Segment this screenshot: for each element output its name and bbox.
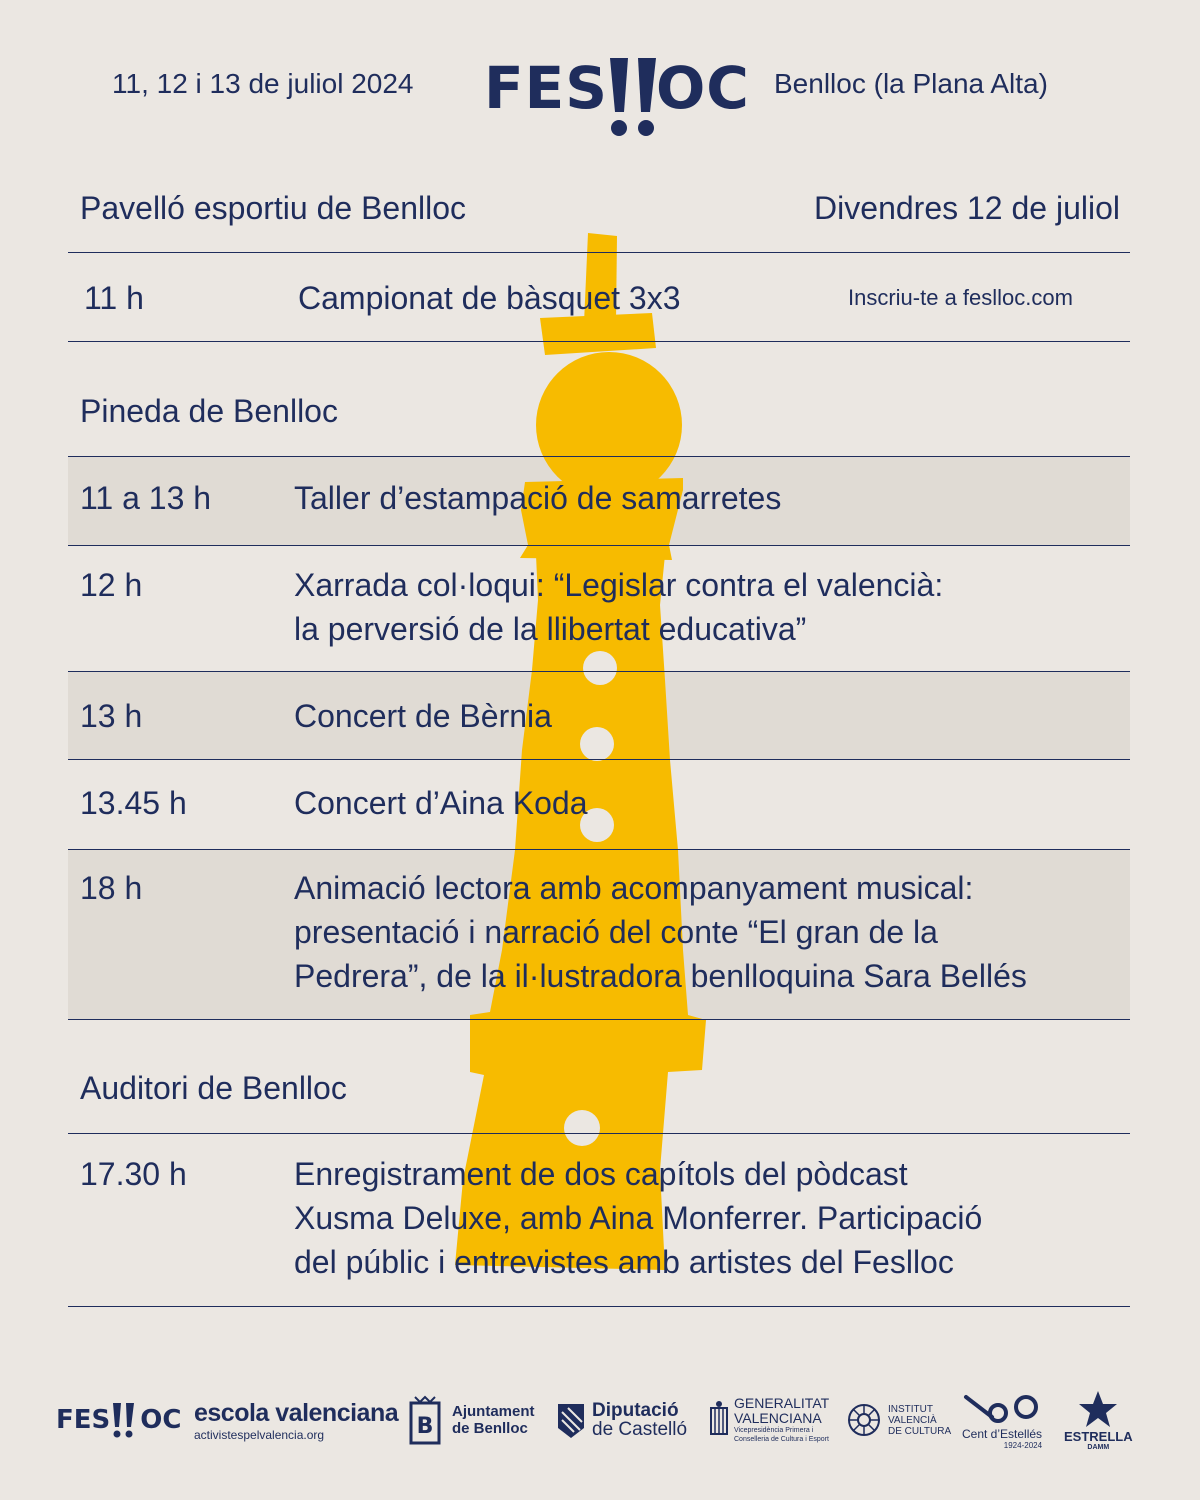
event-title: Concert de Bèrnia: [294, 698, 552, 734]
escola-url: activistespelvalencia.org: [194, 1427, 325, 1442]
estelles-years: 1924-2024: [1003, 1440, 1043, 1450]
festival-location: Benlloc (la Plana Alta): [774, 68, 1048, 99]
venue-pavello: Pavelló esportiu de Benlloc: [80, 190, 467, 226]
event-title-line: Animació lectora amb acompanyament musical:: [294, 870, 974, 906]
divider: [68, 545, 1130, 546]
divider: [68, 1019, 1130, 1020]
footer-logo-ivc: [846, 1385, 951, 1455]
footer-logo-diputacio: [556, 1385, 687, 1455]
estrella-sub: DAMM: [1087, 1444, 1110, 1451]
event-title-line: del públic i entrevistes amb artistes del Feslloc: [294, 1244, 954, 1280]
estelles-name: Cent d’Estellés: [962, 1426, 1043, 1441]
event-title: Concert d’Aina Koda: [294, 785, 588, 821]
event-time: 18 h: [80, 870, 143, 906]
ajuntament-mark: B: [416, 1414, 434, 1439]
generalitat-line2: VALENCIANA: [734, 1410, 822, 1426]
ajuntament-line1: Ajuntament: [452, 1403, 535, 1420]
generalitat-sub2: Conselleria de Cultura i Esport: [734, 1436, 829, 1443]
footer-logo-escola: [194, 1385, 398, 1455]
generalitat-crest-icon: [708, 1400, 730, 1440]
event-time: 17.30 h: [80, 1156, 187, 1192]
event-title-line: Pedrera”, de la il·lustradora benlloquina Sara Bellés: [294, 958, 1027, 994]
footer-logo-estelles: [962, 1385, 1042, 1455]
venue-pineda: Pineda de Benlloc: [80, 393, 338, 429]
day-heading: Divendres 12 de juliol: [814, 190, 1120, 226]
footer-logo-estrella: [1064, 1385, 1133, 1455]
event-time: 11 a 13 h: [80, 480, 212, 516]
event-time: 12 h: [80, 567, 143, 603]
tower-hole: [564, 1110, 600, 1146]
estelles-mark-icon: [962, 1391, 1042, 1427]
tower-hole: [580, 727, 614, 761]
footer-logo-ajuntament: [408, 1385, 535, 1455]
event-title-line: Xusma Deluxe, amb Aina Monferrer. Participació: [294, 1200, 983, 1236]
footer-exclamation-icon: [111, 1401, 139, 1439]
estrella-name: ESTRELLA: [1064, 1429, 1133, 1444]
event-title-line: Xarrada col·loqui: “Legislar contra el valencià:: [294, 567, 944, 603]
event-time: 13.45 h: [80, 785, 187, 821]
venue-auditori: Auditori de Benlloc: [80, 1070, 347, 1106]
ivc-line1: INSTITUT: [888, 1403, 933, 1415]
event-time: 11 h: [84, 280, 144, 316]
diputacio-emblem-icon: [556, 1400, 586, 1440]
event-time: 13 h: [80, 698, 143, 734]
event-title: Taller d’estampació de samarretes: [294, 480, 782, 516]
divider: [68, 759, 1130, 760]
event-title: Campionat de bàsquet 3x3: [298, 280, 681, 316]
registration-note: Inscriu-te a feslloc.com: [848, 285, 1073, 310]
festival-logo: [484, 52, 750, 142]
diputacio-line1: Diputació: [592, 1400, 679, 1421]
ivc-line2: VALENCIÀ: [888, 1414, 937, 1426]
logo-text-right: OC: [656, 54, 750, 122]
ajuntament-line2: de Benlloc: [452, 1420, 528, 1437]
estrella-star-icon: [1077, 1389, 1119, 1429]
escola-name: escola valenciana: [194, 1398, 399, 1427]
divider: [68, 252, 1130, 253]
divider: [68, 341, 1130, 342]
generalitat-sub1: Vicepresidència Primera i: [734, 1427, 814, 1434]
ivc-line3: DE CULTURA: [888, 1425, 952, 1437]
logo-text-left: FES: [484, 54, 609, 122]
event-title-line: presentació i narració del conte “El gran de la: [294, 914, 938, 950]
footer-logo-feslloc: [56, 1385, 181, 1455]
footer-logo-generalitat: [708, 1385, 829, 1455]
diputacio-line2: de Castelló: [592, 1419, 688, 1440]
ajuntament-shield-icon: [408, 1395, 442, 1445]
footer-feslloc-left: FES: [56, 1405, 111, 1435]
footer-feslloc-right: OC: [140, 1405, 182, 1435]
divider: [68, 671, 1130, 672]
event-title-line: la perversió de la llibertat educativa”: [294, 611, 807, 647]
divider: [68, 849, 1130, 850]
ivc-wheel-icon: [846, 1402, 882, 1438]
divider: [68, 1133, 1130, 1134]
tower-hole: [583, 651, 617, 685]
divider: [68, 456, 1130, 457]
festival-dates: 11, 12 i 13 de juliol 2024: [112, 68, 414, 99]
event-title-line: Enregistrament de dos capítols del pòdcast: [294, 1156, 908, 1192]
generalitat-line1: GENERALITAT: [734, 1395, 830, 1411]
divider: [68, 1306, 1130, 1307]
